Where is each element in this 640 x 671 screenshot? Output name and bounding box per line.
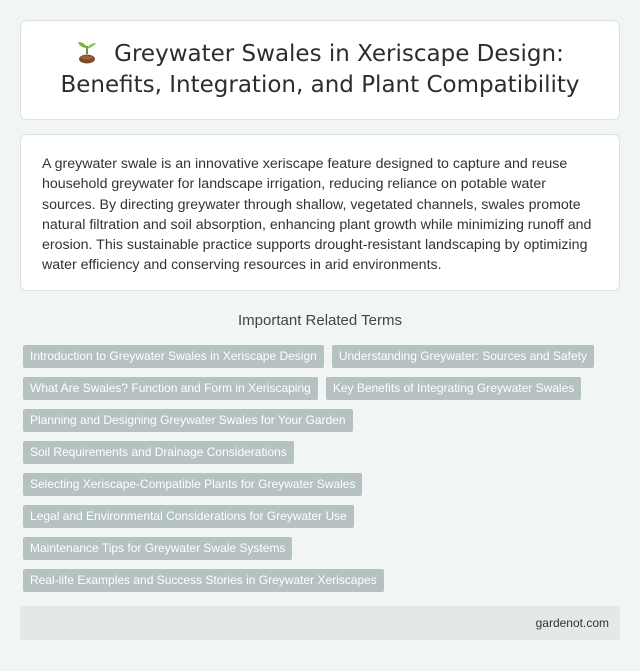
- related-terms-list: [23, 345, 623, 601]
- title-text-line-2: Benefits, Integration, and Plant Compatibility: [60, 72, 580, 98]
- tag-row: [23, 473, 623, 496]
- title-line-1: [76, 41, 564, 67]
- related-term-tag[interactable]: Legal and Environmental Considerations for Greywater Use: [23, 505, 354, 528]
- related-terms-heading: Important Related Terms: [238, 312, 402, 329]
- tag-row: [23, 377, 623, 400]
- related-term-tag[interactable]: Key Benefits of Integrating Greywater Swales: [326, 377, 581, 400]
- related-term-tag[interactable]: Real-life Examples and Success Stories in Greywater Xeriscapes: [23, 569, 384, 592]
- site-name[interactable]: gardenot.com: [535, 616, 609, 630]
- title-text-line-1: Greywater Swales in Xeriscape Design:: [114, 41, 564, 67]
- related-term-tag[interactable]: Introduction to Greywater Swales in Xeriscape Design: [23, 345, 324, 368]
- tag-row: [23, 345, 623, 368]
- related-term-tag[interactable]: Selecting Xeriscape-Compatible Plants for Greywater Swales: [23, 473, 362, 496]
- related-term-tag[interactable]: Understanding Greywater: Sources and Safety: [332, 345, 594, 368]
- tag-row: [23, 505, 623, 528]
- related-term-tag[interactable]: What Are Swales? Function and Form in Xeriscaping: [23, 377, 318, 400]
- description-card: [20, 134, 620, 291]
- tag-row: [23, 537, 623, 560]
- tag-row: [23, 569, 623, 592]
- tag-row: [23, 441, 623, 464]
- tag-row: [23, 409, 623, 432]
- title-card: [20, 20, 620, 120]
- description-text: A greywater swale is an innovative xeriscape feature designed to capture and reuse household greywater for landscape irrigation, reducing reliance on potable water sources. By directing greywater through shallow, vegetated channels, swales promote natural filtration and soil absorption, enhancing plant growth while minimizing runoff and erosion. This sustainable practice supports drought-resistant landscaping by optimizing water efficiency and conserving resources in arid environments.: [42, 156, 592, 274]
- footer: [20, 606, 620, 640]
- related-term-tag[interactable]: Maintenance Tips for Greywater Swale Systems: [23, 537, 292, 560]
- page-title: [60, 39, 579, 101]
- related-term-tag[interactable]: Soil Requirements and Drainage Considerations: [23, 441, 294, 464]
- seedling-icon: [76, 40, 98, 64]
- related-term-tag[interactable]: Planning and Designing Greywater Swales for Your Garden: [23, 409, 353, 432]
